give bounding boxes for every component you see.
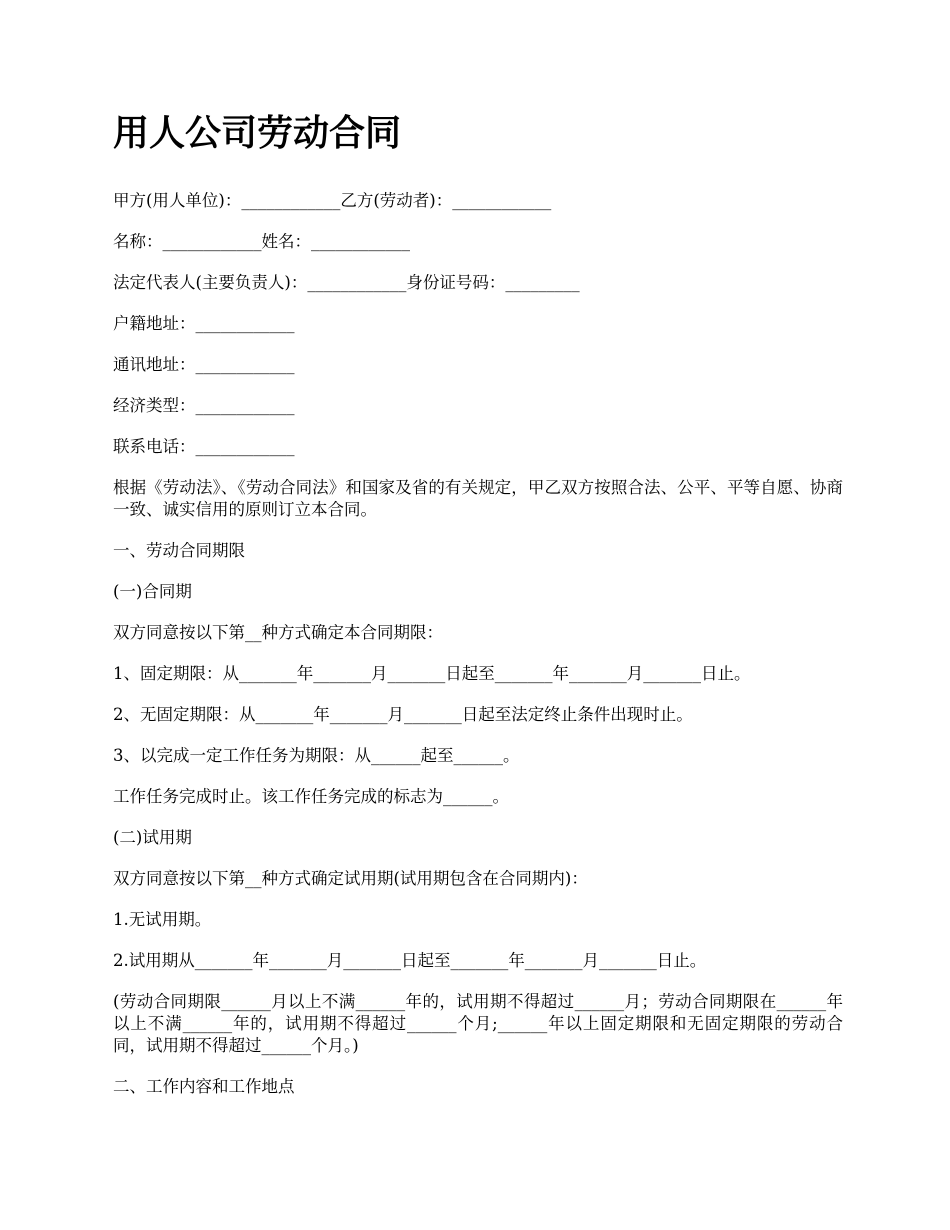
page-title: 用人公司劳动合同 — [113, 113, 402, 154]
party-line: 甲方(用人单位)：____________乙方(劳动者)：____________ — [113, 191, 552, 210]
open-term-line: 2、无固定期限：从_______年_______月_______日起至法定终止条件出现时止。 — [113, 705, 693, 724]
preamble-paragraph: 根据《劳动法》、《劳动合同法》和国家及省的有关规定，甲乙双方按照合法、公平、平等自愿、协商一致、诚实信用的原则订立本合同。 — [113, 478, 843, 519]
subsection-heading-contract-period: (一)合同期 — [113, 582, 192, 601]
contract-page — [113, 108, 843, 1117]
mailing-address-line: 通讯地址：____________ — [113, 355, 295, 374]
representative-line: 法定代表人(主要负责人)：____________身份证号码：_________ — [113, 273, 580, 292]
probation-period-line: 2.试用期从_______年_______月_______日起至_______年_______月_______日止。 — [113, 951, 707, 970]
probation-method-line: 双方同意按以下第__种方式确定试用期(试用期包含在合同期内)： — [113, 869, 588, 888]
name-line: 名称：____________姓名：____________ — [113, 232, 410, 251]
phone-line: 联系电话：____________ — [113, 437, 295, 456]
household-address-line: 户籍地址：____________ — [113, 314, 295, 333]
section-heading-work-content: 二、工作内容和工作地点 — [113, 1077, 295, 1096]
probation-rules-paragraph: (劳动合同期限______月以上不满______年的，试用期不得超过______月；劳动合同期限在______年以上不满______年的，试用期不得超过______个月;______年以上固定期限和无固定期限的劳动合同，试用期不得超过______个月。) — [113, 992, 843, 1055]
fixed-term-line: 1、固定期限：从_______年_______月_______日起至_______年_______月_______日止。 — [113, 664, 751, 683]
term-method-line: 双方同意按以下第__种方式确定本合同期限： — [113, 623, 443, 642]
economic-type-line: 经济类型：____________ — [113, 396, 295, 415]
no-probation-line: 1.无试用期。 — [113, 910, 212, 929]
section-heading-contract-term: 一、劳动合同期限 — [113, 541, 245, 560]
task-completion-line: 工作任务完成时止。该工作任务完成的标志为______。 — [113, 787, 509, 806]
subsection-heading-probation: (二)试用期 — [113, 828, 192, 847]
task-term-line: 3、以完成一定工作任务为期限：从______起至______。 — [113, 746, 520, 765]
